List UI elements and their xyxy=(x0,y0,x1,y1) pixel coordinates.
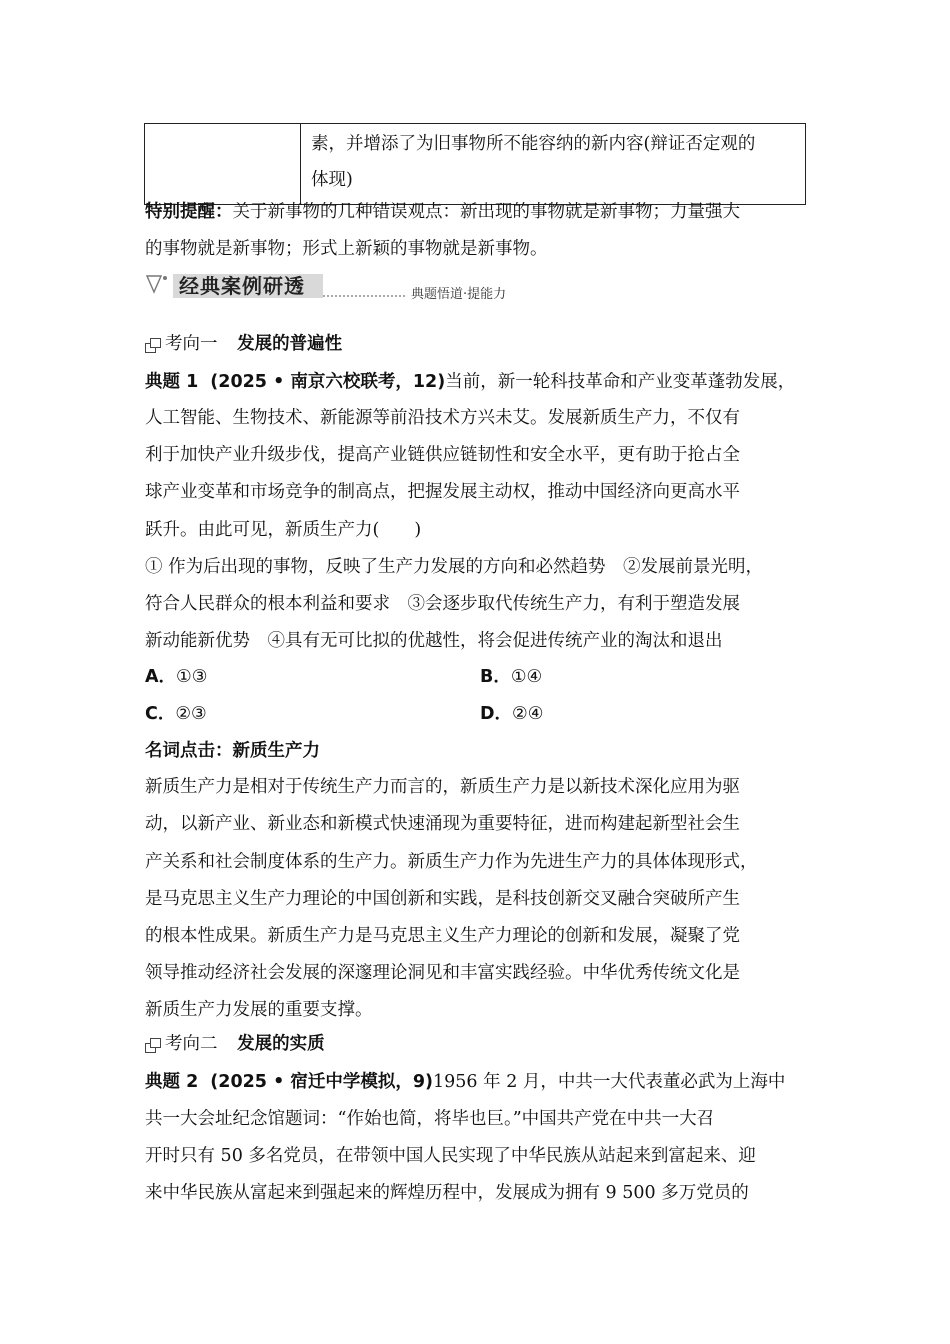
continuation-table xyxy=(144,123,806,205)
table-line-2: 体现) xyxy=(311,170,353,190)
table-cell-text xyxy=(301,124,806,205)
term-line-4: 是马克思主义生产力理论的中国创新和实践，是科技创新交叉融合突破所产生 xyxy=(145,889,740,909)
direction-1-label: 考向一 xyxy=(165,334,218,354)
term-line-2: 动，以新产业、新业态和新模式快速涌现为重要特征，进而构建起新型社会生 xyxy=(145,814,740,834)
example-1-text-1: 当前，新一轮科技革命和产业变革蓬勃发展， xyxy=(445,372,796,392)
section-banner xyxy=(145,272,545,306)
example-1-line-5: 跃升。由此可见，新质生产力( ) xyxy=(145,520,422,540)
direction-icon xyxy=(145,338,161,352)
direction-2-label: 考向二 xyxy=(165,1034,218,1054)
option-b: B．①④ xyxy=(480,667,543,687)
direction-1 xyxy=(145,333,342,355)
statement-line-2: 符合人民群众的根本利益和要求 ③会逐步取代传统生产力，有利于塑造发展 xyxy=(145,594,740,614)
term-heading: 名词点击：新质生产力 xyxy=(145,741,320,761)
reminder-line-2: 的事物就是新事物；形式上新颖的事物就是新事物。 xyxy=(145,239,548,259)
example-1-tag: 典题 1 xyxy=(145,372,199,392)
reminder-line-1 xyxy=(145,201,740,223)
term-line-7: 新质生产力发展的重要支撑。 xyxy=(145,1000,373,1020)
table-cell-empty xyxy=(145,124,301,205)
example-2-text-1: 1956 年 2 月，中共一大代表董必武为上海中 xyxy=(433,1072,786,1092)
option-d: D．②④ xyxy=(480,704,544,724)
example-2-line-1 xyxy=(145,1071,785,1093)
example-1-source: (2025 • 南京六校联考，12) xyxy=(210,372,446,392)
option-a: A．①③ xyxy=(145,667,208,687)
direction-2-title: 发展的实质 xyxy=(237,1034,325,1054)
reminder-label: 特别提醒： xyxy=(145,202,233,222)
direction-2 xyxy=(145,1033,325,1055)
example-2-line-3: 开时只有 50 多名党员，在带领中国人民实现了中华民族从站起来到富起来、迎 xyxy=(145,1146,756,1166)
example-1-line-3: 利于加快产业升级步伐，提高产业链供应链韧性和安全水平，更有助于抢占全 xyxy=(145,445,740,465)
table-line-1: 素，并增添了为旧事物所不能容纳的新内容(辩证否定观的 xyxy=(311,134,756,154)
example-1-line-2: 人工智能、生物技术、新能源等前沿技术方兴未艾。发展新质生产力，不仅有 xyxy=(145,408,740,428)
term-line-5: 的根本性成果。新质生产力是马克思主义生产力理论的创新和发展，凝聚了党 xyxy=(145,926,740,946)
direction-1-title: 发展的普遍性 xyxy=(237,334,343,354)
example-1-line-4: 球产业变革和市场竞争的制高点，把握发展主动权，推动中国经济向更高水平 xyxy=(145,482,740,502)
example-2-tag: 典题 2 xyxy=(145,1072,199,1092)
term-line-3: 产关系和社会制度体系的生产力。新质生产力作为先进生产力的具体体现形式， xyxy=(145,852,758,872)
example-1-line-1 xyxy=(145,371,795,393)
banner-subtitle: 典题悟道·提能力 xyxy=(411,287,507,302)
example-2-line-2: 共一大会址纪念馆题词：“作始也简，将毕也巨。”中国共产党在中共一大召 xyxy=(145,1109,715,1129)
term-line-6: 领导推动经济社会发展的深邃理论洞见和丰富实践经验。中华优秀传统文化是 xyxy=(145,963,740,983)
banner-title: 经典案例研透 xyxy=(179,274,305,298)
option-c: C．②③ xyxy=(145,704,207,724)
statement-line-3: 新动能新优势 ④具有无可比拟的优越性，将会促进传统产业的淘汰和退出 xyxy=(145,631,723,651)
term-line-1: 新质生产力是相对于传统生产力而言的，新质生产力是以新技术深化应用为驱 xyxy=(145,777,740,797)
example-2-line-4: 来中华民族从富起来到强起来的辉煌历程中，发展成为拥有 9 500 多万党员的 xyxy=(145,1183,749,1203)
reminder-text-1: 关于新事物的几种错误观点：新出现的事物就是新事物；力量强大 xyxy=(232,202,740,222)
statement-line-1: ① 作为后出现的事物，反映了生产力发展的方向和必然趋势 ②发展前景光明， xyxy=(145,557,764,577)
example-2-source: (2025 • 宿迁中学模拟，9) xyxy=(210,1072,434,1092)
direction-icon xyxy=(145,1038,161,1052)
